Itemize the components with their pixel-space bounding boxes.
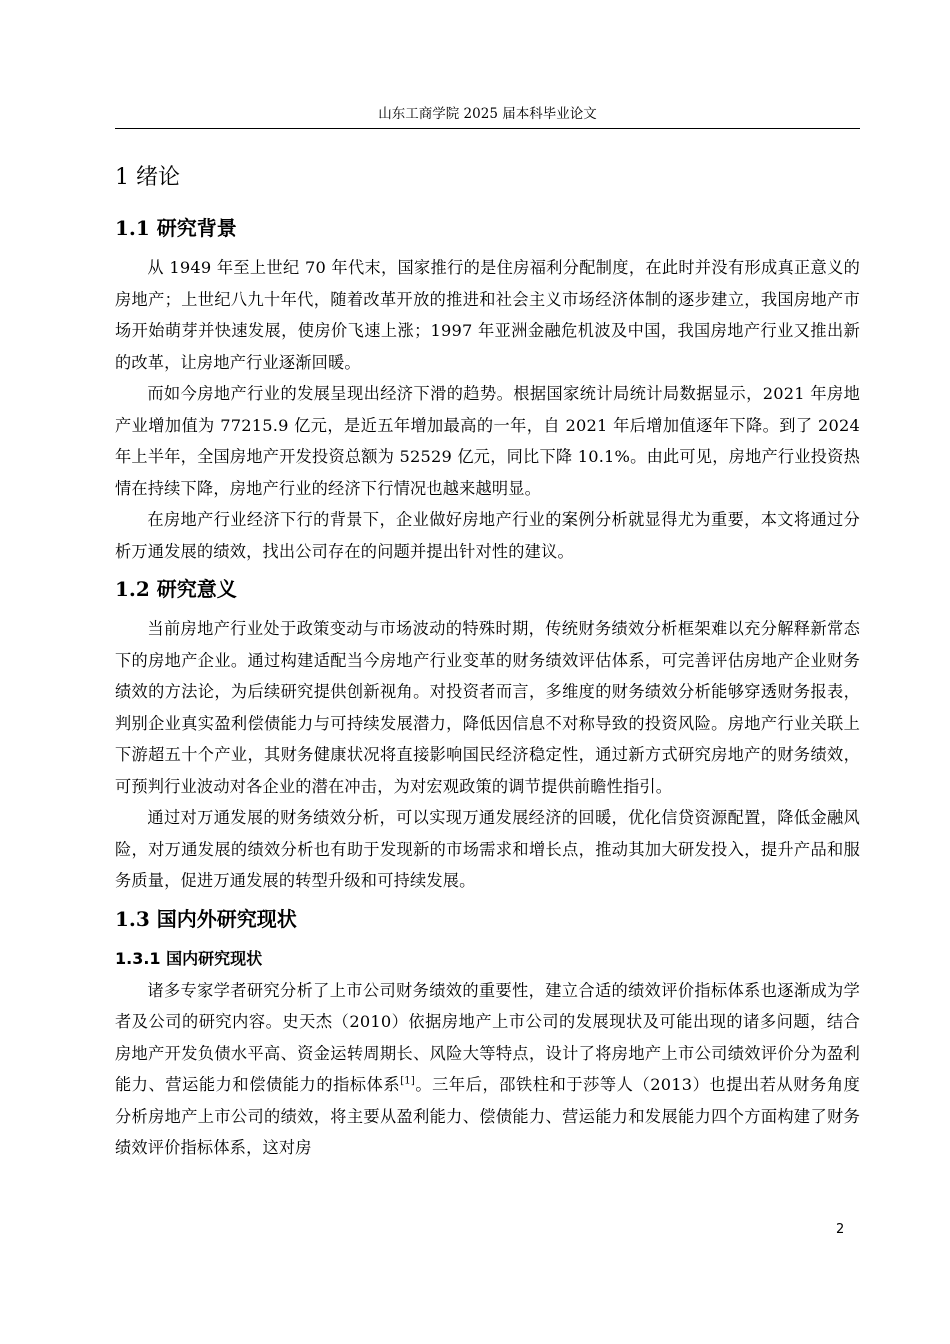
page-content bbox=[115, 160, 860, 1164]
subsection-title-domestic: 1.3.1 国内研究现状 bbox=[115, 948, 263, 968]
paragraph: 从 1949 年至上世纪 70 年代末，国家推行的是住房福利分配制度，在此时并没有形成真正意义的房地产；上世纪八九十年代，随着改革开放的推进和社会主义市场经济体制的逐步建立，我国房地产市场开始萌芽并快速发展，使房价飞速上涨；1997 年亚洲金融危机波及中国，我国房地产行业又推出新的改革，让房地产行业逐渐回暖。 bbox=[115, 258, 860, 372]
section-title-background: 1.1 研究背景 bbox=[115, 216, 237, 240]
paragraph: 而如今房地产行业的发展呈现出经济下滑的趋势。根据国家统计局统计局数据显示，2021 年房地产业增加值为 77215.9 亿元，是近五年增加最高的一年，自 2021 年后增加值逐年下降。到了 2024 年上半年，全国房地产开发投资总额为 52529 亿元，同比下降 10.1%。由此可见，房地产行业投资热情在持续下降，房地产行业的经济下行情况也越来越明显。 bbox=[115, 384, 860, 498]
section-title-research-status: 1.3 国内外研究现状 bbox=[115, 906, 297, 931]
paragraph bbox=[115, 975, 860, 1164]
paragraph: 通过对万通发展的财务绩效分析，可以实现万通发展经济的回暖，优化信贷资源配置，降低金融风险，对万通发展的绩效分析也有助于发现新的市场需求和增长点，推动其加大研发投入，提升产品和服务质量，促进万通发展的转型升级和可持续发展。 bbox=[115, 808, 860, 890]
header-divider bbox=[115, 128, 860, 129]
paragraph-text: 诸多专家学者研究分析了上市公司财务绩效的重要性，建立合适的绩效评价指标体系也逐渐成为学者及公司的研究内容。史天杰（2010）依据房地产上市公司的发展现状及可能出现的诸多问题，结合房地产开发负债水平高、资金运转周期长、风险大等特点，设计了将房地产上市公司绩效评价分为盈利能力、营运能力和偿债能力的指标体系 bbox=[115, 980, 860, 1094]
paragraph: 当前房地产行业处于政策变动与市场波动的特殊时期，传统财务绩效分析框架难以充分解释新常态下的房地产企业。通过构建适配当今房地产行业变革的财务绩效评估体系，可完善评估房地产企业财务绩效的方法论，为后续研究提供创新视角。对投资者而言，多维度的财务绩效分析能够穿透财务报表，判别企业真实盈利偿债能力与可持续发展潜力，降低因信息不对称导致的投资风险。房地产行业关联上下游超五十个产业，其财务健康状况将直接影响国民经济稳定性，通过新方式研究房地产的财务绩效，可预判行业波动对各企业的潜在冲击，为对宏观政策的调节提供前瞻性指引。 bbox=[115, 619, 860, 796]
paragraph: 在房地产行业经济下行的背景下，企业做好房地产行业的案例分析就显得尤为重要，本文将通过分析万通发展的绩效，找出公司存在的问题并提出针对性的建议。 bbox=[115, 510, 860, 561]
running-header: 山东工商学院 2025 届本科毕业论文 bbox=[378, 106, 597, 122]
section-title-significance: 1.2 研究意义 bbox=[115, 577, 237, 601]
page-number: 2 bbox=[836, 1222, 845, 1237]
citation-ref[interactable]: [1] bbox=[400, 1075, 415, 1087]
paragraph-text: 。三年后，邵铁柱和于莎等人（2013）也提出若从财务角度分析房地产上市公司的绩效，将主要从盈利能力、偿债能力、营运能力和发展能力四个方面构建了财务绩效评价指标体系，这对房 bbox=[115, 1075, 860, 1157]
chapter-title: 1 绪论 bbox=[115, 165, 180, 190]
